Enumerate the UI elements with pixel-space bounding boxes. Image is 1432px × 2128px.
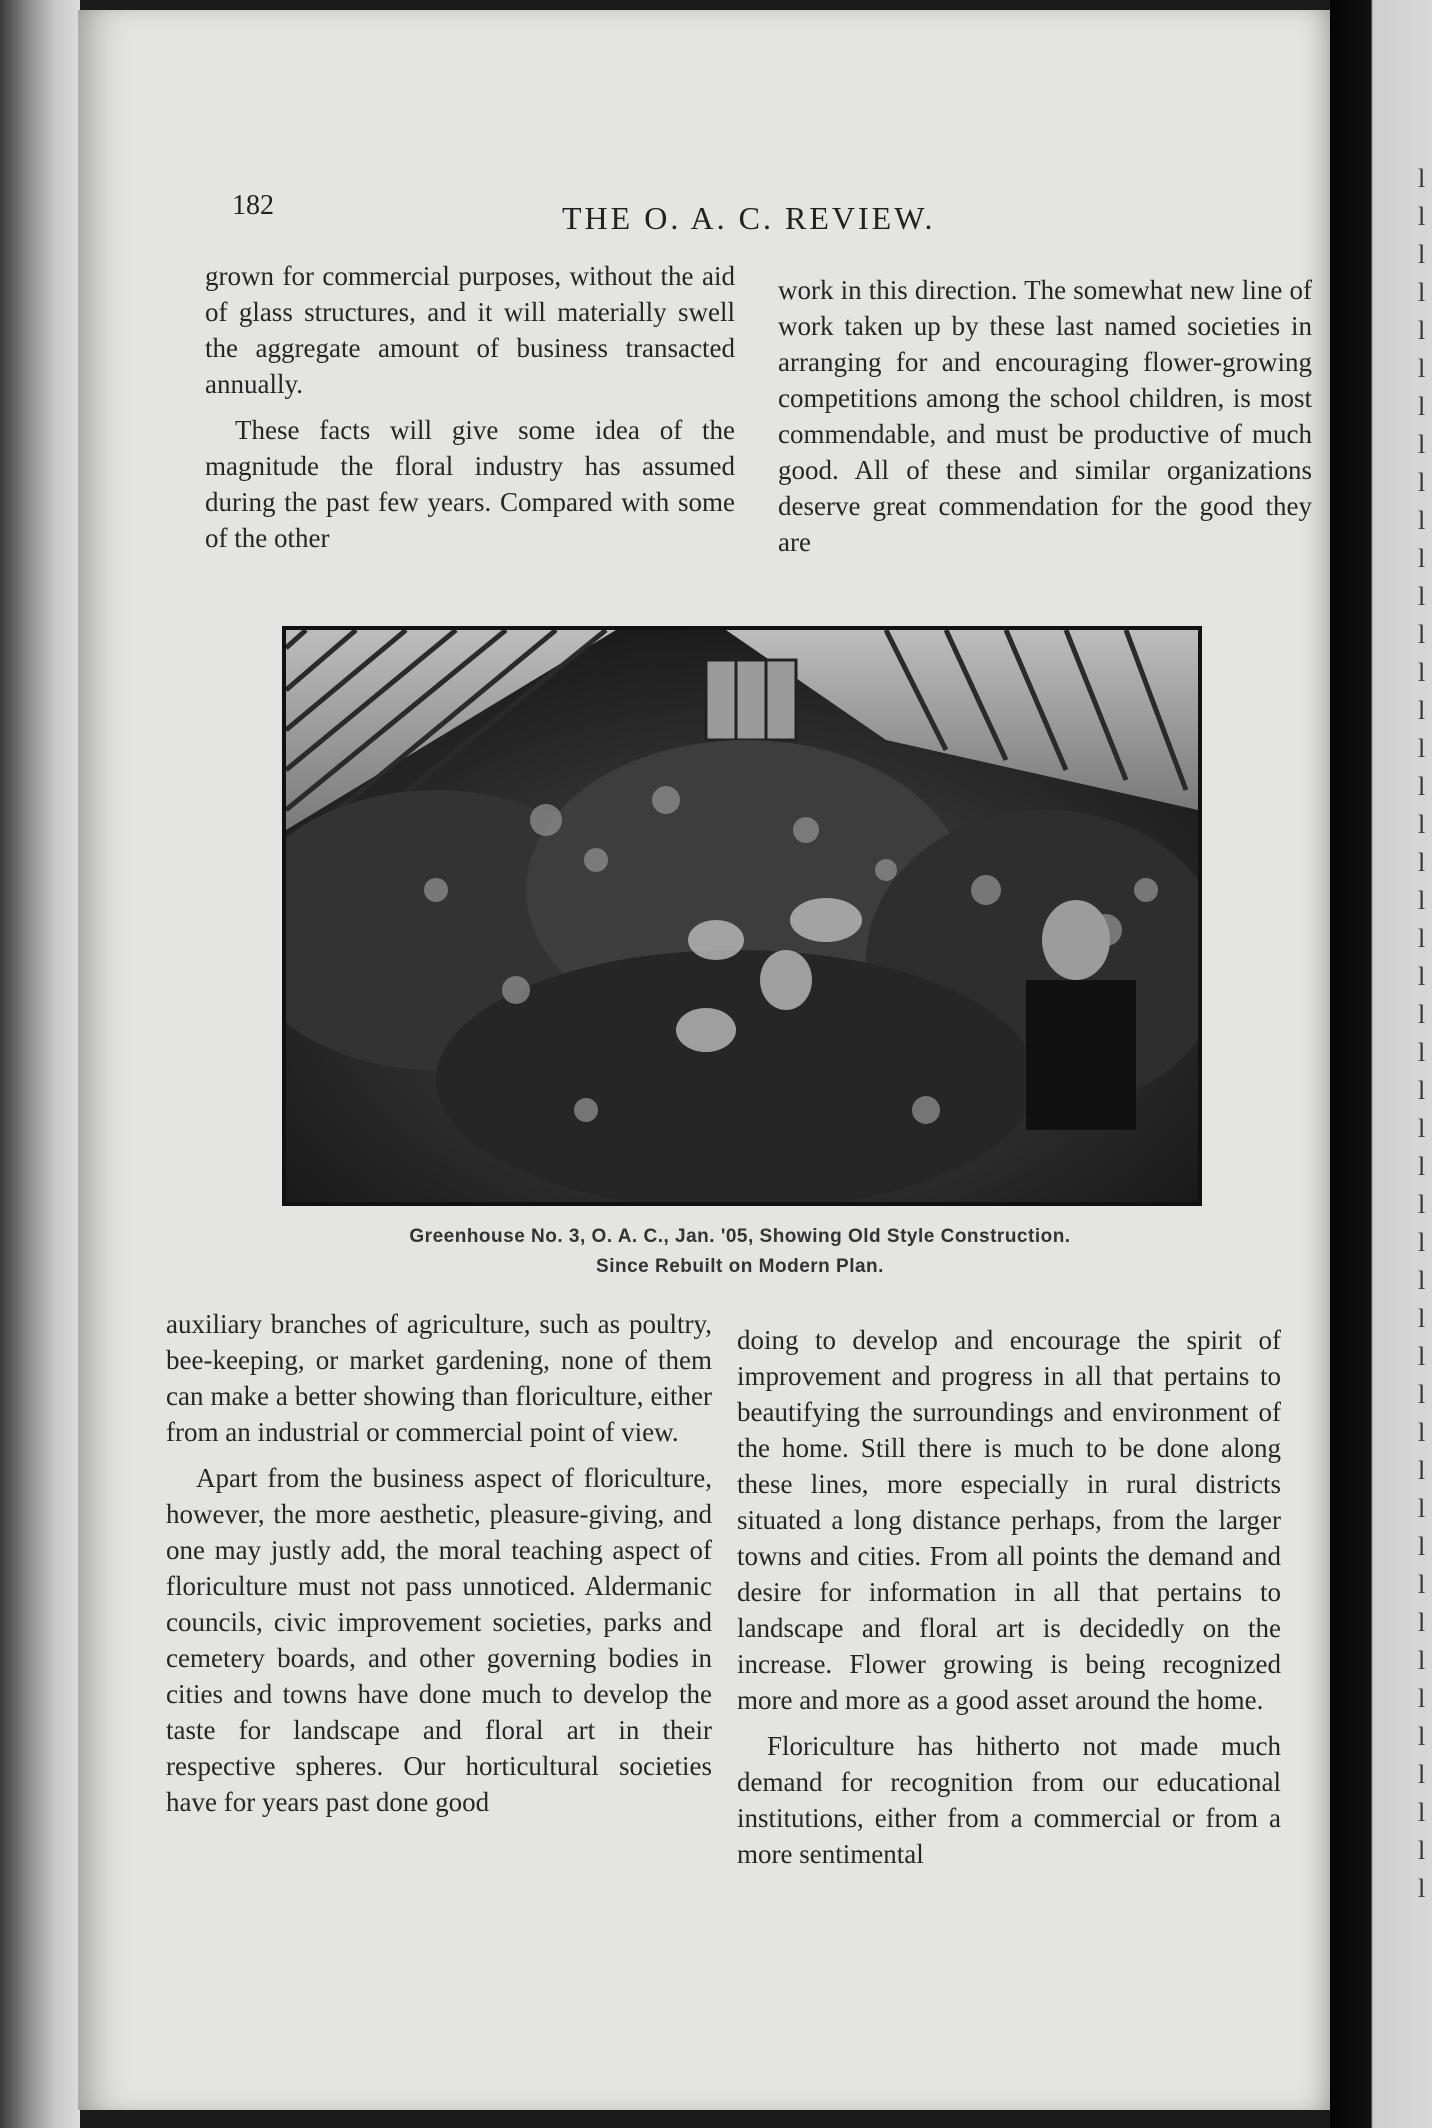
paragraph: doing to develop and encourage the spirit of improvement and progress in all that pertains to beautifying the surroundings and environment of the home. Still there is much to be done along these lines, more especially in rural districts situated a long distance perhaps, from the larger towns and cities. From all points the demand and desire for information in all that pertains to landscape and floral art is decidedly on the increase. Flower growing is being recognized more and more as a good asset around the home. [737,1325,1281,1715]
greenhouse-photo [282,626,1202,1206]
column-bottom-right [737,1322,1281,1872]
caption-line-2: Since Rebuilt on Modern Plan. [596,1256,884,1277]
paragraph: grown for commercial purposes, without the aid of glass structures, and it will materially swell the aggregate amount of business transacted annually. [205,261,735,399]
page-number: 182 [232,190,274,221]
paragraph: These facts will give some idea of the magnitude the floral industry has assumed during the past few years. Compared with some of the other [205,415,735,553]
left-page-edge [0,0,80,2128]
figure-caption [300,1222,1180,1282]
paragraph: auxiliary branches of agriculture, such as poultry, bee-keeping, or market gardening, none of them can make a better showing than floriculture, either from an industrial or commercial point of view. [166,1309,712,1447]
paragraph: Floriculture has hitherto not made much demand for recognition from our educational institutions, either from a commercial or from a more sentimental [737,1731,1281,1869]
caption-line-1: Greenhouse No. 3, O. A. C., Jan. '05, Showing Old Style Construction. [409,1226,1071,1247]
greenhouse-photo-image [286,630,1198,1202]
paragraph: Apart from the business aspect of floriculture, however, the more aesthetic, pleasure-giving, and one may justly add, the moral teaching aspect of floriculture must not pass unnoticed. Aldermanic councils, civic improvement societies, parks and cemetery boards, and other governing bodies in cities and towns have done much to develop the taste for landscape and floral art in their respective spheres. Our horticultural societies have for years past done good [166,1463,712,1817]
paragraph: work in this direction. The somewhat new line of work taken up by these last named societies in arranging for and encouraging flower-growing competitions among the school children, is most commendable, and must be productive of much good. All of these and similar organizations deserve great commendation for the good they are [778,275,1312,557]
running-title: THE O. A. C. REVIEW. [562,200,936,236]
column-top-right [778,272,1312,560]
page-header [232,190,1132,240]
right-page-edge [1330,0,1432,2128]
column-top-left [205,258,735,556]
adjacent-page-text: l l l l l l l l l l l l l l l l l l l l l l l l l l l l l l l l l l l l l l l l l l l l l l [1418,164,1426,1903]
column-bottom-left [166,1306,712,1820]
